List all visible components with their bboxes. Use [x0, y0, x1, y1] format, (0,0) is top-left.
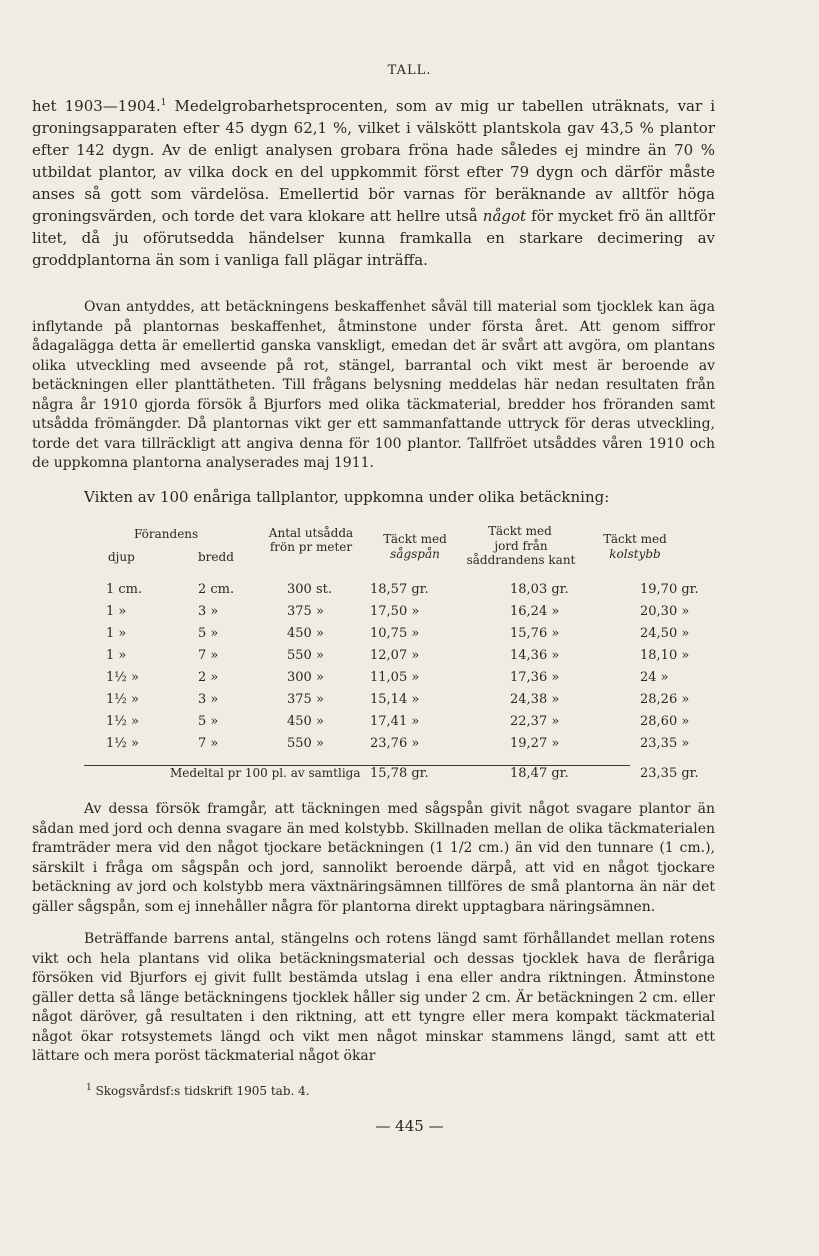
col-header-jord-a: Täckt med	[488, 524, 552, 538]
col-header-kolstybb-b: kolstybb	[609, 547, 661, 561]
table-row: 1½ » 2 » 300 » 11,05 » 17,36 » 24 »	[106, 670, 669, 685]
table-footer-row: Medeltal pr 100 pl. av samtliga 15,78 gr. 18,47 gr. 23,35 gr.	[170, 766, 699, 781]
table-row: 1½ » 3 » 375 » 15,14 » 24,38 » 28,26 »	[106, 692, 690, 707]
paragraph-2: Ovan antyddes, att betäckningens beskaffenhet såväl till material som tjocklek kan äga inflytande på plantornas beskaffenhet, åtminstone under första året. Att genom siffror ådagalägga detta är emellertid ganska vanskligt, emedan det är svårt att avgöra, om plantans olika utveckling med avseende på rot, stängel, barrantal och vikt mest är beroende av betäckningen eller planttätheten. Till frågans belysning meddelas här nedan resultaten från några år 1910 gjorda försök å Bjurfors med olika täckmaterial, bredder hos fröranden samt utsådda frömängder. Då plantornas vikt ger ett sammanfattande uttryck för deras utveckling, torde det vara tillräckligt att angiva denna för 100 plantor. Tallfröet utsåddes våren 1910 och de uppkomna plantorna analyserades maj 1911.	[32, 299, 715, 471]
col-header-antal: Antal utsådda frön pr meter	[268, 526, 354, 554]
table-row: 1 » 7 » 550 » 12,07 » 14,36 » 18,10 »	[106, 648, 690, 663]
col-header-kolstybb-a: Täckt med	[603, 532, 667, 546]
footnote-ref: 1	[160, 98, 167, 108]
col-header-djup: djup	[108, 550, 135, 564]
col-header-sagspan-b: sågspån	[390, 547, 440, 561]
col-header-bredd: bredd	[198, 550, 234, 564]
col-header-frorandens: Förandens	[134, 527, 199, 541]
running-header: TALL.	[387, 63, 432, 78]
footnote: $^1$ Skogsvårdsf:s tidskrift 1905 tab. 4.	[86, 1083, 310, 1098]
table-caption: Vikten av 100 enåriga tallplantor, uppkomna under olika betäckning:	[84, 488, 610, 506]
table-row: 1 cm. 2 cm. 300 st. 18,57 gr. 18,03 gr. 19,70 gr.	[106, 582, 699, 597]
paragraph-1: het 1903—1904.$^1$ Medelgrobarhetsprocenten, som av mig ur tabellen uträknats, var i groningsapparaten efter 45 dygn 62,1 %, vilket i välskött plantskola gav 43,5 % plantor efter 142 dygn. Av de enligt analysen grobara fröna hade således ej mindre än 70 % utbildat plantor, av vilka dock en del uppkommit först efter 79 dygn och därför måste anses så gott som värdelösa. Emellertid bör varnas för beräknande av alltför höga groningsvärden, och torde det vara klokare att hellre utså något för mycket frö än alltför litet, då ju oförutsedda händelser kunna framkalla en starkare decimering av groddplantorna än som i vanliga fall plägar inträffa.	[32, 97, 716, 269]
table-row: 1 » 3 » 375 » 17,50 » 16,24 » 20,30 »	[106, 604, 690, 619]
page-number: — 445 —	[375, 1117, 444, 1135]
table-row: 1½ » 5 » 450 » 17,41 » 22,37 » 28,60 »	[106, 714, 690, 729]
col-header-jord-b: jord från såddrandens kant	[466, 539, 576, 567]
table-row: 1 » 5 » 450 » 10,75 » 15,76 » 24,50 »	[106, 626, 690, 641]
table-row: 1½ » 7 » 550 » 23,76 » 19,27 » 23,35 »	[106, 736, 690, 751]
paragraph-4: Beträffande barrens antal, stängelns och rotens längd samt förhållandet mellan rotens vikt och hela plantans vid olika betäckningsmaterial och dessas tjocklek hava de fleråriga försöken vid Bjurfors ej givit fullt bestämda utslag i ena eller andra riktningen. Åtminstone gäller detta så länge betäckningens tjocklek håller sig under 2 cm. Är betäckningen 2 cm. eller något däröver, gå resultaten i den riktning, att ett tyngre eller mera kompakt täckmaterial något ökar rotsystemets längd och vikt men något minskar stammens längd, samt att ett lättare och mera poröst täckmaterial något ökar	[32, 931, 715, 1064]
paragraph-3: Av dessa försök framgår, att täckningen med sågspån givit något svagare plantor än sådan med jord och denna svagare än med kolstybb. Skillnaden mellan de olika täckmaterialen framträder mera vid den något tjockare betäckningen (1 1/2 cm.) än vid den tunnare (1 cm.), särskilt i fråga om sågspån och jord, sannolikt beroende därpå, att vid en något tjockare betäckning av jord och kolstybb mera växtnäringsämnen tillföres de små plantorna än när det gäller sågspån, som ej innehåller några för plantorna direkt upptagbara näringsämnen.	[32, 801, 715, 915]
col-header-sagspan-a: Täckt med	[383, 532, 447, 546]
